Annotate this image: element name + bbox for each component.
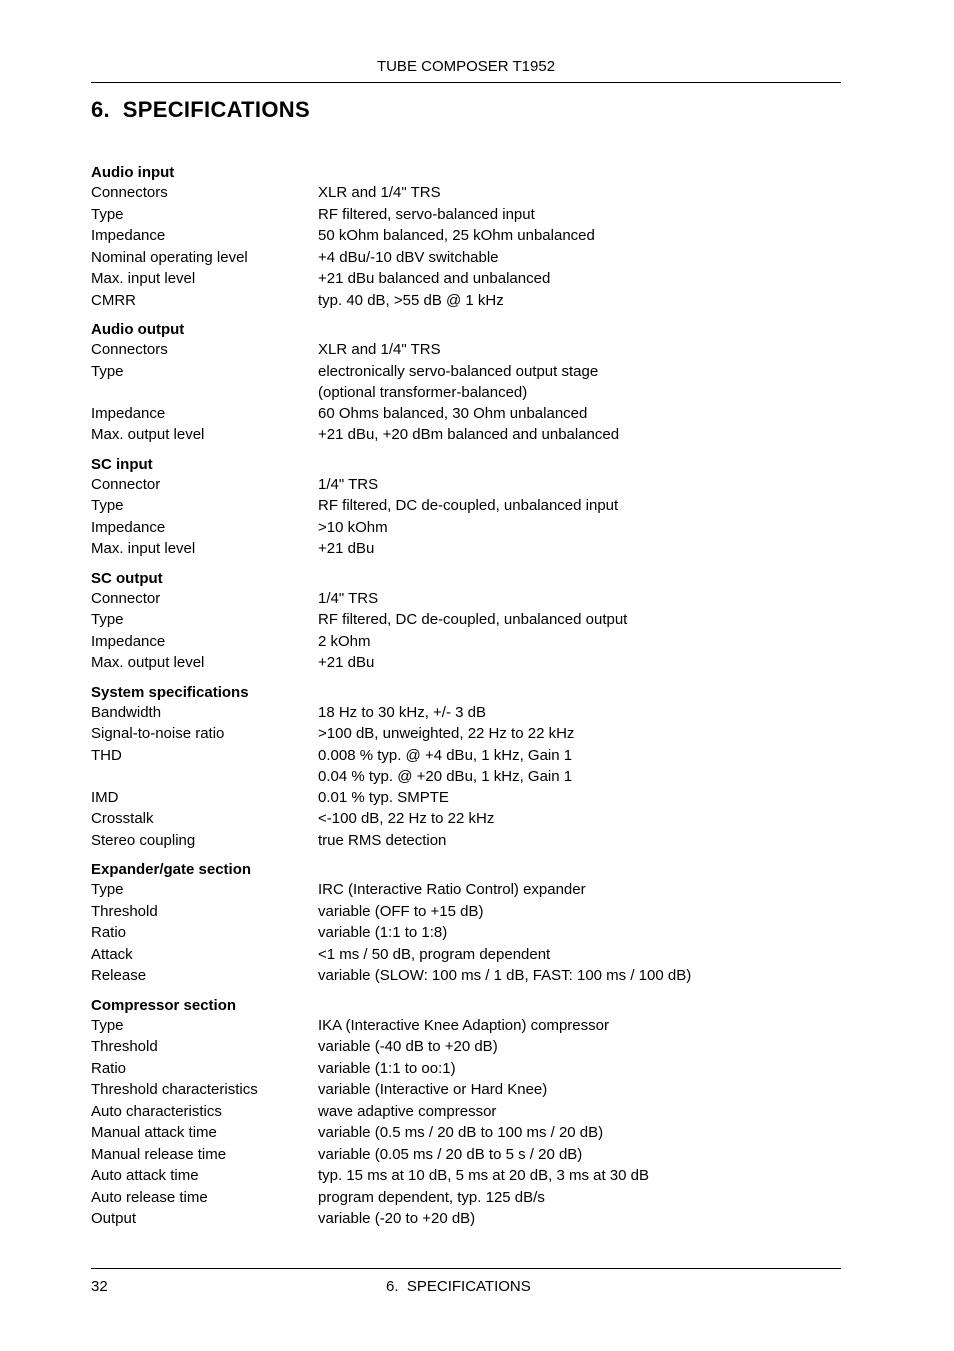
spec-row — [91, 588, 851, 610]
spec-row — [91, 652, 851, 674]
spec-value — [318, 745, 851, 787]
spec-value — [318, 588, 851, 610]
spec-value — [318, 631, 851, 653]
spec-row — [91, 922, 851, 944]
spec-group — [91, 320, 851, 446]
spec-value — [318, 474, 851, 496]
spec-value — [318, 182, 851, 204]
spec-label: Connector — [91, 589, 161, 607]
spec-label: Stereo coupling — [91, 831, 196, 849]
spec-label: Auto characteristics — [91, 1102, 222, 1120]
spec-value — [318, 944, 851, 966]
page-number: 32 — [91, 1278, 108, 1295]
spec-label: Ratio — [91, 1059, 127, 1077]
spec-value-line: variable (SLOW: 100 ms / 1 dB, FAST: 100 ms / 100 dB) — [318, 967, 692, 984]
spec-value — [318, 424, 851, 446]
spec-label: Type — [91, 1016, 124, 1034]
spec-value — [318, 901, 851, 923]
spec-value-line: >10 kOhm — [318, 518, 388, 536]
spec-value — [318, 225, 851, 247]
spec-value-line: 50 kOhm balanced, 25 kOhm unbalanced — [318, 227, 595, 244]
spec-label: Type — [91, 611, 124, 628]
spec-label: Max. output level — [91, 426, 205, 443]
spec-value-line: >100 dB, unweighted, 22 Hz to 22 kHz — [318, 725, 575, 742]
spec-value-line: 1/4" TRS — [318, 589, 379, 607]
spec-group — [91, 569, 851, 674]
spec-row — [91, 965, 851, 987]
spec-row — [91, 1036, 851, 1058]
spec-label: Connectors — [91, 184, 168, 201]
spec-value-line: +21 dBu, +20 dBm balanced and unbalanced — [318, 426, 620, 443]
spec-label: Type — [91, 362, 124, 380]
spec-row — [91, 182, 851, 204]
spec-value — [318, 1208, 851, 1230]
spec-value-line: RF filtered, DC de-coupled, unbalanced input — [318, 497, 619, 514]
spec-label: Impedance — [91, 404, 166, 422]
spec-group — [91, 163, 851, 311]
spec-value — [318, 1101, 851, 1123]
spec-row — [91, 723, 851, 745]
spec-row — [91, 830, 851, 852]
spec-value — [318, 808, 851, 830]
spec-value-line: RF filtered, servo-balanced input — [318, 205, 535, 223]
spec-label: Type — [91, 881, 124, 898]
spec-group-title: Audio output — [91, 321, 185, 338]
spec-value-line: <-100 dB, 22 Hz to 22 kHz — [318, 810, 495, 827]
spec-group — [91, 455, 851, 560]
spec-value — [318, 723, 851, 745]
spec-value — [318, 1144, 851, 1166]
spec-row — [91, 879, 851, 901]
spec-value-line: 0.008 % typ. @ +4 dBu, 1 kHz, Gain 1 — [318, 746, 573, 764]
spec-value — [318, 495, 851, 517]
spec-value — [318, 1058, 851, 1080]
spec-value — [318, 361, 851, 403]
spec-value-line: IRC (Interactive Ratio Control) expander — [318, 881, 586, 898]
spec-value-line: 0.04 % typ. @ +20 dBu, 1 kHz, Gain 1 — [318, 767, 573, 785]
spec-value-line: typ. 15 ms at 10 dB, 5 ms at 20 dB, 3 ms at 30 dB — [318, 1167, 650, 1184]
spec-label: Max. output level — [91, 654, 205, 671]
spec-row — [91, 204, 851, 226]
spec-group-title: Audio input — [91, 164, 175, 181]
spec-value-line: variable (1:1 to oo:1) — [318, 1059, 456, 1077]
running-header-title: TUBE COMPOSER T1952 — [376, 58, 556, 75]
spec-row — [91, 787, 851, 809]
page-title: 6. SPECIFICATIONS — [91, 97, 310, 122]
spec-value — [318, 1165, 851, 1187]
spec-label: Impedance — [91, 518, 166, 536]
spec-value-line: variable (OFF to +15 dB) — [318, 902, 484, 920]
spec-value-line: variable (0.5 ms / 20 dB to 100 ms / 20 dB) — [318, 1124, 604, 1141]
spec-value — [318, 517, 851, 539]
spec-label: Output — [91, 1210, 137, 1227]
spec-label: Manual attack time — [91, 1124, 217, 1141]
spec-row — [91, 361, 851, 403]
spec-value — [318, 247, 851, 269]
spec-value — [318, 268, 851, 290]
spec-row — [91, 808, 851, 830]
spec-row — [91, 495, 851, 517]
spec-value-line: program dependent, typ. 125 dB/s — [318, 1188, 545, 1206]
spec-value-line: +4 dBu/-10 dBV switchable — [318, 248, 499, 266]
spec-row — [91, 474, 851, 496]
spec-row — [91, 631, 851, 653]
spec-label: Threshold — [91, 1038, 158, 1055]
spec-value-line: IKA (Interactive Knee Adaption) compressor — [318, 1016, 609, 1034]
spec-label: THD — [91, 746, 122, 764]
spec-value-line: typ. 40 dB, >55 dB @ 1 kHz — [318, 291, 504, 309]
spec-group — [91, 996, 851, 1230]
spec-row — [91, 609, 851, 631]
spec-group-title: Compressor section — [91, 996, 237, 1014]
spec-value — [318, 922, 851, 944]
spec-value — [318, 1015, 851, 1037]
spec-value — [318, 609, 851, 631]
spec-group-title: System specifications — [91, 683, 249, 701]
spec-value — [318, 787, 851, 809]
spec-value — [318, 879, 851, 901]
spec-value-line: wave adaptive compressor — [318, 1102, 497, 1120]
spec-group-title: Expander/gate section — [91, 861, 252, 878]
spec-row — [91, 901, 851, 923]
spec-value-line: true RMS detection — [318, 831, 447, 849]
spec-label: Release — [91, 967, 147, 984]
spec-row — [91, 424, 851, 446]
footer-section-title: 6. SPECIFICATIONS — [386, 1278, 531, 1295]
header-divider — [91, 82, 841, 83]
spec-row — [91, 1144, 851, 1166]
spec-value — [318, 1079, 851, 1101]
spec-value-line: variable (Interactive or Hard Knee) — [318, 1081, 548, 1098]
spec-label: Threshold — [91, 902, 158, 920]
specifications-list — [91, 163, 851, 1239]
spec-row — [91, 517, 851, 539]
spec-row — [91, 247, 851, 269]
spec-value — [318, 339, 851, 361]
spec-value-line: RF filtered, DC de-coupled, unbalanced output — [318, 611, 628, 628]
spec-value-line: variable (0.05 ms / 20 dB to 5 s / 20 dB) — [318, 1145, 583, 1163]
spec-value — [318, 965, 851, 987]
spec-value — [318, 830, 851, 852]
spec-group-title: SC output — [91, 569, 163, 587]
spec-row — [91, 1058, 851, 1080]
spec-row — [91, 1015, 851, 1037]
spec-row — [91, 290, 851, 312]
spec-value — [318, 652, 851, 674]
spec-value-line: <1 ms / 50 dB, program dependent — [318, 945, 551, 963]
spec-row — [91, 538, 851, 560]
spec-label: Max. input level — [91, 540, 196, 557]
spec-group — [91, 683, 851, 852]
spec-value-line: electronically servo-balanced output stage — [318, 362, 599, 380]
spec-label: Nominal operating level — [91, 248, 248, 266]
spec-value — [318, 1036, 851, 1058]
spec-label: Ratio — [91, 924, 127, 941]
spec-value — [318, 538, 851, 560]
spec-label: Threshold characteristics — [91, 1081, 258, 1098]
spec-row — [91, 702, 851, 724]
footer-divider — [91, 1268, 841, 1269]
spec-value — [318, 1187, 851, 1209]
spec-row — [91, 225, 851, 247]
spec-value-line: +21 dBu — [318, 540, 375, 557]
spec-value-line: 60 Ohms balanced, 30 Ohm unbalanced — [318, 404, 588, 422]
spec-value-line: +21 dBu — [318, 654, 375, 671]
spec-label: Auto attack time — [91, 1167, 199, 1184]
spec-label: Impedance — [91, 632, 166, 650]
spec-group — [91, 860, 851, 987]
spec-row — [91, 1187, 851, 1209]
spec-label: Type — [91, 205, 124, 223]
spec-row — [91, 1165, 851, 1187]
spec-label: Auto release time — [91, 1188, 208, 1206]
spec-value — [318, 403, 851, 425]
spec-row — [91, 745, 851, 787]
spec-value-line: variable (-40 dB to +20 dB) — [318, 1038, 498, 1055]
spec-label: Crosstalk — [91, 810, 154, 827]
spec-value — [318, 1122, 851, 1144]
spec-label: Manual release time — [91, 1145, 227, 1163]
spec-value — [318, 290, 851, 312]
spec-label: Impedance — [91, 227, 166, 244]
spec-value-line: XLR and 1/4" TRS — [318, 341, 441, 358]
spec-label: IMD — [91, 788, 119, 806]
spec-value-line: (optional transformer-balanced) — [318, 383, 528, 401]
spec-row — [91, 1079, 851, 1101]
spec-row — [91, 1122, 851, 1144]
spec-label: CMRR — [91, 291, 136, 309]
spec-label: Attack — [91, 945, 133, 963]
spec-value-line: 18 Hz to 30 kHz, +/- 3 dB — [318, 703, 486, 721]
spec-value — [318, 702, 851, 724]
spec-row — [91, 339, 851, 361]
spec-label: Signal-to-noise ratio — [91, 725, 225, 742]
spec-group-title: SC input — [91, 455, 153, 473]
spec-value — [318, 204, 851, 226]
spec-value-line: variable (-20 to +20 dB) — [318, 1210, 476, 1227]
spec-value-line: 0.01 % typ. SMPTE — [318, 788, 449, 806]
spec-label: Type — [91, 497, 124, 514]
spec-row — [91, 944, 851, 966]
spec-value-line: variable (1:1 to 1:8) — [318, 924, 448, 941]
spec-label: Max. input level — [91, 270, 196, 287]
spec-value-line: 1/4" TRS — [318, 475, 379, 493]
spec-value-line: 2 kOhm — [318, 632, 371, 650]
spec-row — [91, 403, 851, 425]
spec-row — [91, 1101, 851, 1123]
spec-value-line: +21 dBu balanced and unbalanced — [318, 270, 551, 287]
spec-value-line: XLR and 1/4" TRS — [318, 184, 441, 201]
spec-label: Connector — [91, 475, 161, 493]
spec-row — [91, 268, 851, 290]
spec-label: Bandwidth — [91, 703, 162, 721]
spec-row — [91, 1208, 851, 1230]
spec-label: Connectors — [91, 341, 168, 358]
